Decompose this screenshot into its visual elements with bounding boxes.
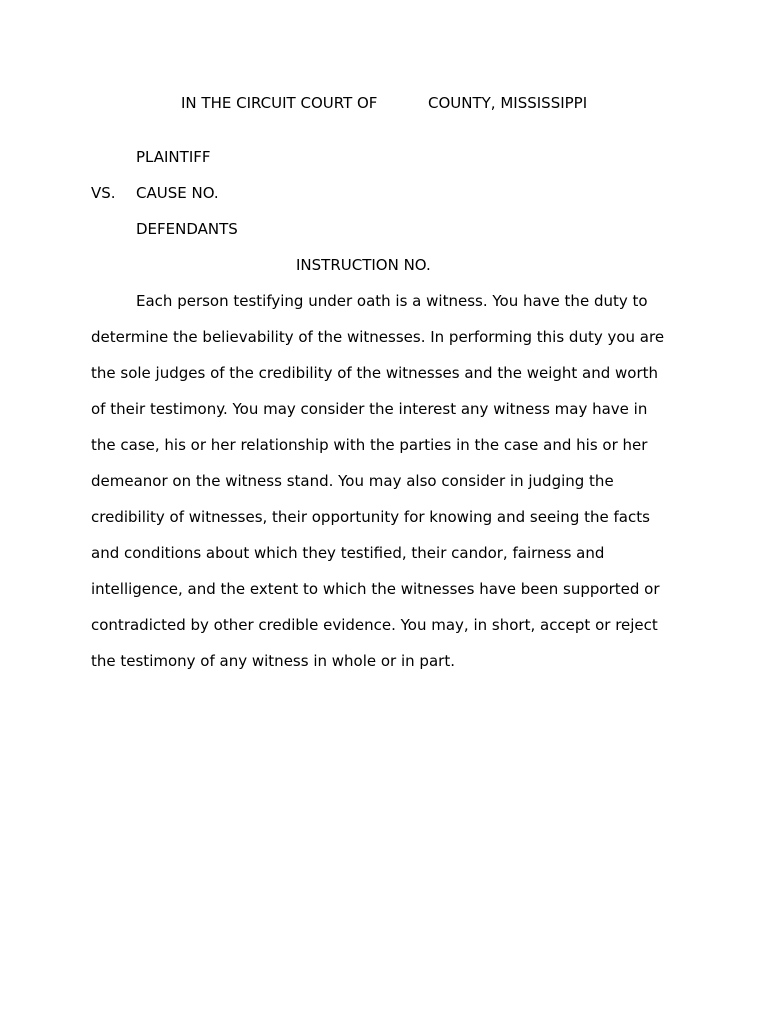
- instruction-line: determine the believability of the witnesses. In performing this duty you are: [91, 328, 665, 346]
- versus-label: VS.: [91, 184, 116, 202]
- instruction-body: [91, 291, 691, 687]
- instruction-line: contradicted by other credible evidence. You may, in short, accept or reject: [91, 616, 658, 634]
- instruction-line: of their testimony. You may consider the interest any witness may have in: [91, 400, 648, 418]
- court-heading-right: COUNTY, MISSISSIPPI: [428, 94, 588, 112]
- instruction-line: Each person testifying under oath is a witness. You have the duty to: [136, 292, 648, 310]
- cause-number-label: CAUSE NO.: [136, 184, 219, 202]
- court-heading-left: IN THE CIRCUIT COURT OF: [181, 94, 378, 112]
- instruction-line: intelligence, and the extent to which the witnesses have been supported or: [91, 580, 660, 598]
- instruction-title: INSTRUCTION NO.: [296, 256, 431, 274]
- instruction-line: the sole judges of the credibility of the witnesses and the weight and worth: [91, 364, 659, 382]
- instruction-line: demeanor on the witness stand. You may also consider in judging the: [91, 472, 614, 490]
- instruction-line: the testimony of any witness in whole or in part.: [91, 652, 455, 670]
- instruction-line: and conditions about which they testified, their candor, fairness and: [91, 544, 605, 562]
- instruction-line: credibility of witnesses, their opportunity for knowing and seeing the facts: [91, 508, 650, 526]
- plaintiff-label: PLAINTIFF: [136, 148, 211, 166]
- defendants-label: DEFENDANTS: [136, 220, 238, 238]
- instruction-line: the case, his or her relationship with the parties in the case and his or her: [91, 436, 648, 454]
